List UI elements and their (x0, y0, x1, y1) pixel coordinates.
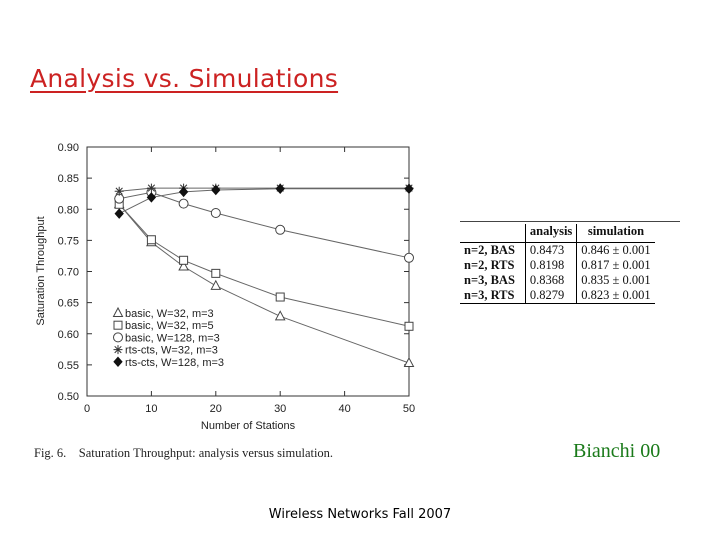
legend-label: basic, W=128, m=3 (125, 332, 220, 345)
x-tick-label: 50 (402, 403, 416, 415)
data-point (212, 185, 220, 194)
y-tick-label: 0.55 (57, 359, 79, 372)
legend-marker (114, 321, 122, 329)
data-point (211, 281, 220, 290)
y-tick-label: 0.50 (57, 391, 79, 403)
legend-marker (114, 333, 123, 342)
table-row (460, 288, 655, 304)
data-point (180, 187, 188, 196)
series-line-5 (119, 189, 409, 214)
y-tick-label: 0.80 (57, 204, 79, 217)
table-header-analysis: analysis (525, 224, 576, 243)
data-point (179, 199, 188, 208)
y-axis-label: Saturation Throughput (35, 216, 47, 326)
x-tick-label: 20 (209, 403, 222, 415)
table-cell: n=2, BAS (464, 243, 515, 257)
table-row (460, 273, 655, 288)
table-cell: 0.8279 (525, 288, 576, 304)
legend-label: rts-cts, W=32, m=3 (125, 344, 218, 357)
x-axis-label: Number of Stations (200, 420, 296, 432)
results-table (460, 224, 655, 304)
legend-marker (114, 345, 123, 354)
table-cell: n=3, BAS (464, 273, 515, 287)
legend-marker (114, 357, 122, 366)
table-cell: 0.823 ± 0.001 (577, 288, 655, 304)
data-point (405, 253, 414, 262)
y-tick-label: 0.65 (57, 297, 79, 310)
data-point (180, 256, 188, 264)
legend-marker (114, 308, 123, 317)
data-point (405, 322, 413, 330)
x-tick-label: 10 (145, 403, 158, 415)
y-tick-label: 0.85 (57, 173, 79, 186)
data-point (147, 184, 156, 193)
table-cell: 0.846 ± 0.001 (577, 243, 655, 259)
axes (58, 142, 416, 415)
data-point (115, 187, 124, 196)
table-cell: 0.835 ± 0.001 (577, 273, 655, 288)
slide-footer: Wireless Networks Fall 2007 (268, 507, 452, 522)
table-top-rule (460, 221, 680, 222)
table-header-row (460, 224, 655, 243)
figure-caption: Fig. 6. Saturation Throughput: analysis versus simulation. (34, 446, 334, 460)
y-tick-label: 0.60 (57, 328, 79, 341)
legend-label: basic, W=32, m=5 (125, 320, 214, 333)
y-tick-label: 0.70 (57, 266, 79, 279)
data-point (276, 225, 285, 234)
x-tick-label: 0 (83, 403, 91, 415)
data-point (147, 236, 155, 244)
table-header-simulation: simulation (577, 224, 655, 243)
table-cell: 0.8198 (525, 258, 576, 273)
table-cell: n=3, RTS (460, 288, 525, 304)
table-row (460, 258, 655, 273)
data-point (211, 208, 220, 217)
y-tick-label: 0.75 (57, 235, 79, 248)
table-cell: 0.817 ± 0.001 (577, 258, 655, 273)
table-cell: 0.8368 (525, 273, 576, 288)
x-tick-label: 30 (274, 403, 287, 415)
data-point (212, 269, 220, 277)
series-line-3 (119, 192, 409, 257)
table-row (460, 243, 655, 259)
legend-label: basic, W=32, m=3 (125, 308, 214, 320)
table-cell: n=2, RTS (464, 258, 515, 272)
slide-title: Analysis vs. Simulations (30, 64, 339, 93)
data-point (276, 311, 285, 320)
chart-legend (114, 308, 225, 369)
x-tick-label: 40 (338, 403, 351, 415)
table-cell: 0.8473 (525, 243, 576, 259)
table-header-cell (460, 224, 525, 243)
data-point (276, 293, 284, 301)
y-tick-label: 0.90 (57, 142, 79, 154)
legend-label: rts-cts, W=128, m=3 (125, 356, 225, 369)
data-point (115, 209, 123, 218)
citation-credit: Bianchi 00 (573, 440, 661, 462)
